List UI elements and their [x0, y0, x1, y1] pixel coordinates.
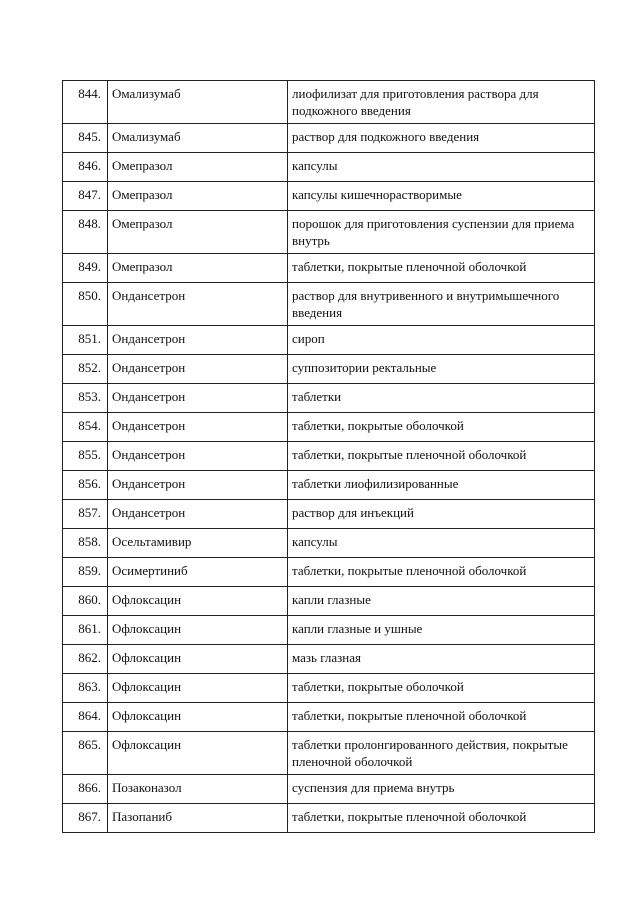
row-number: 853. — [63, 384, 108, 413]
drug-name: Омепразол — [108, 153, 288, 182]
drug-name: Омализумаб — [108, 81, 288, 124]
dosage-form: суспензия для приема внутрь — [288, 775, 595, 804]
document-page — [62, 80, 594, 833]
drug-name: Ондансетрон — [108, 355, 288, 384]
row-number: 863. — [63, 674, 108, 703]
table-row — [63, 616, 595, 645]
row-number: 867. — [63, 804, 108, 833]
table-row — [63, 413, 595, 442]
row-number: 852. — [63, 355, 108, 384]
dosage-form: таблетки — [288, 384, 595, 413]
row-number: 847. — [63, 182, 108, 211]
row-number: 849. — [63, 254, 108, 283]
dosage-form: суппозитории ректальные — [288, 355, 595, 384]
table-row — [63, 471, 595, 500]
drug-name: Офлоксацин — [108, 587, 288, 616]
row-number: 858. — [63, 529, 108, 558]
dosage-form: таблетки, покрытые пленочной оболочкой — [288, 442, 595, 471]
dosage-form: лиофилизат для приготовления раствора для подкожного введения — [288, 81, 595, 124]
row-number: 846. — [63, 153, 108, 182]
row-number: 860. — [63, 587, 108, 616]
drug-name: Ондансетрон — [108, 471, 288, 500]
drug-name: Офлоксацин — [108, 732, 288, 775]
drug-name: Офлоксацин — [108, 703, 288, 732]
dosage-form: таблетки лиофилизированные — [288, 471, 595, 500]
drug-name: Ондансетрон — [108, 500, 288, 529]
table-row — [63, 254, 595, 283]
dosage-form: таблетки, покрытые пленочной оболочкой — [288, 558, 595, 587]
table-row — [63, 645, 595, 674]
dosage-form: капсулы — [288, 153, 595, 182]
dosage-form: капсулы кишечнорастворимые — [288, 182, 595, 211]
table-row — [63, 558, 595, 587]
table-row — [63, 732, 595, 775]
drug-name: Пазопаниб — [108, 804, 288, 833]
drug-name: Ондансетрон — [108, 384, 288, 413]
dosage-form: порошок для приготовления суспензии для приема внутрь — [288, 211, 595, 254]
drug-name: Омепразол — [108, 254, 288, 283]
table-row — [63, 384, 595, 413]
row-number: 857. — [63, 500, 108, 529]
table-row — [63, 703, 595, 732]
dosage-form: раствор для инъекций — [288, 500, 595, 529]
table-row — [63, 442, 595, 471]
table-row — [63, 81, 595, 124]
dosage-form: капсулы — [288, 529, 595, 558]
drug-name: Ондансетрон — [108, 326, 288, 355]
dosage-form: таблетки, покрытые пленочной оболочкой — [288, 804, 595, 833]
drug-table — [62, 80, 595, 833]
table-row — [63, 124, 595, 153]
drug-name: Омепразол — [108, 182, 288, 211]
dosage-form: таблетки, покрытые пленочной оболочкой — [288, 703, 595, 732]
row-number: 850. — [63, 283, 108, 326]
row-number: 845. — [63, 124, 108, 153]
row-number: 864. — [63, 703, 108, 732]
table-row — [63, 500, 595, 529]
drug-name: Осельтамивир — [108, 529, 288, 558]
dosage-form: таблетки, покрытые пленочной оболочкой — [288, 254, 595, 283]
table-row — [63, 529, 595, 558]
row-number: 859. — [63, 558, 108, 587]
table-row — [63, 211, 595, 254]
table-row — [63, 283, 595, 326]
drug-name: Ондансетрон — [108, 283, 288, 326]
table-row — [63, 326, 595, 355]
dosage-form: таблетки, покрытые оболочкой — [288, 413, 595, 442]
drug-name: Осимертиниб — [108, 558, 288, 587]
row-number: 851. — [63, 326, 108, 355]
row-number: 848. — [63, 211, 108, 254]
row-number: 865. — [63, 732, 108, 775]
row-number: 862. — [63, 645, 108, 674]
table-row — [63, 775, 595, 804]
dosage-form: раствор для внутривенного и внутримышечного введения — [288, 283, 595, 326]
dosage-form: сироп — [288, 326, 595, 355]
dosage-form: капли глазные и ушные — [288, 616, 595, 645]
drug-name: Ондансетрон — [108, 442, 288, 471]
dosage-form: таблетки, покрытые оболочкой — [288, 674, 595, 703]
table-row — [63, 674, 595, 703]
drug-table-body — [63, 81, 595, 833]
row-number: 856. — [63, 471, 108, 500]
table-row — [63, 587, 595, 616]
drug-name: Офлоксацин — [108, 645, 288, 674]
drug-name: Офлоксацин — [108, 674, 288, 703]
dosage-form: капли глазные — [288, 587, 595, 616]
table-row — [63, 153, 595, 182]
table-row — [63, 804, 595, 833]
drug-name: Позаконазол — [108, 775, 288, 804]
row-number: 866. — [63, 775, 108, 804]
dosage-form: таблетки пролонгированного действия, покрытые пленочной оболочкой — [288, 732, 595, 775]
row-number: 855. — [63, 442, 108, 471]
table-row — [63, 182, 595, 211]
drug-name: Омепразол — [108, 211, 288, 254]
table-row — [63, 355, 595, 384]
drug-name: Офлоксацин — [108, 616, 288, 645]
dosage-form: мазь глазная — [288, 645, 595, 674]
row-number: 861. — [63, 616, 108, 645]
drug-name: Омализумаб — [108, 124, 288, 153]
dosage-form: раствор для подкожного введения — [288, 124, 595, 153]
row-number: 844. — [63, 81, 108, 124]
drug-name: Ондансетрон — [108, 413, 288, 442]
row-number: 854. — [63, 413, 108, 442]
